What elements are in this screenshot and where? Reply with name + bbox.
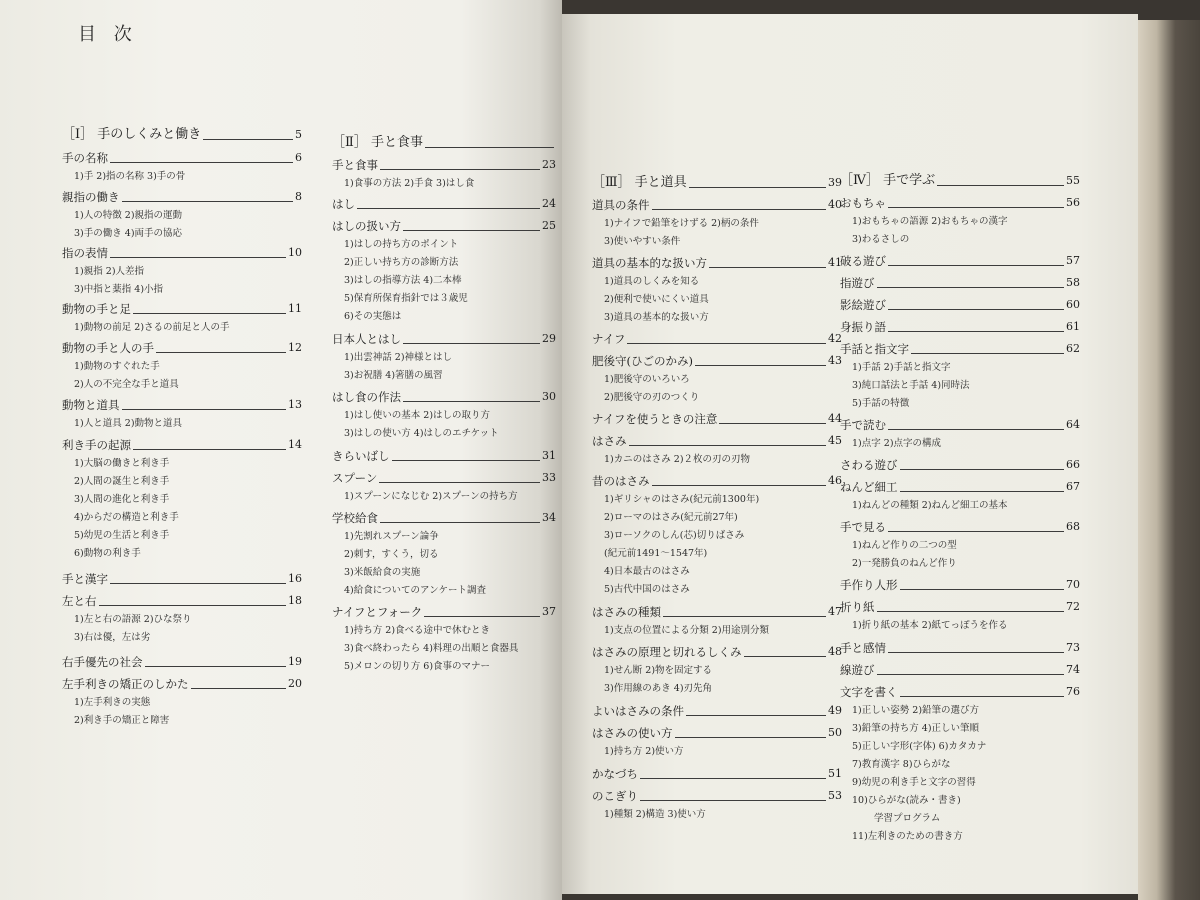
toc-leader-line <box>110 583 286 584</box>
toc-subentry: 5)手話の特徴 <box>852 398 910 409</box>
toc-page-number: 10 <box>288 246 302 259</box>
toc-subentry: 2)刺す，すくう，切る <box>344 549 439 560</box>
toc-subentry: 3)ローソクのしん(芯)切りばさみ <box>604 530 745 541</box>
toc-page-number: 49 <box>828 704 842 717</box>
toc-page-number: 73 <box>1066 641 1080 654</box>
toc-subentry: 1)スプーンになじむ 2)スプーンの持ち方 <box>344 491 518 502</box>
toc-entry[interactable] <box>332 448 556 464</box>
toc-leader-line <box>403 343 540 344</box>
toc-leader-line <box>122 409 287 410</box>
toc-leader-line <box>911 353 1064 354</box>
toc-entry[interactable] <box>840 195 1080 211</box>
toc-subentry: 2)ローマのはさみ(紀元前27年) <box>604 512 738 523</box>
toc-section-heading[interactable] <box>592 175 842 191</box>
toc-entry-title: はさみの使い方 <box>592 726 673 740</box>
toc-subentry: 1)種類 2)構造 3)使い方 <box>604 809 706 820</box>
toc-entry[interactable] <box>592 331 842 347</box>
toc-entry[interactable] <box>62 437 302 453</box>
toc-subentry: 11)左利きのための書き方 <box>852 831 963 842</box>
toc-entry[interactable] <box>592 433 842 449</box>
toc-entry[interactable] <box>592 725 842 741</box>
toc-entry[interactable] <box>62 301 302 317</box>
toc-leader-line <box>380 522 540 523</box>
toc-subentry: 1)カニのはさみ 2)２枚の刃の刃物 <box>604 454 751 465</box>
toc-entry[interactable] <box>840 417 1080 433</box>
toc-entry-title: 手で見る <box>840 520 886 534</box>
toc-entry[interactable] <box>840 457 1080 473</box>
toc-page-number: 44 <box>828 412 842 425</box>
toc-page-number: 43 <box>828 354 842 367</box>
toc-entry-title: ［Ⅲ］ 手と道具 <box>592 175 687 190</box>
toc-leader-line <box>888 531 1064 532</box>
toc-entry[interactable] <box>332 157 556 173</box>
toc-entry-title: はさみの原理と切れるしくみ <box>592 645 742 659</box>
toc-entry-title: 身振り語 <box>840 320 886 334</box>
toc-entry-title: 手作り人形 <box>840 578 898 592</box>
toc-entry[interactable] <box>62 397 302 413</box>
toc-entry[interactable] <box>840 253 1080 269</box>
toc-leader-line <box>686 715 826 716</box>
toc-subentry: 3)中指と薬指 4)小指 <box>74 284 164 295</box>
toc-subentry: 1)点字 2)点字の構成 <box>852 438 942 449</box>
toc-entry-title: 破る遊び <box>840 254 886 268</box>
toc-subentry: 2)人の不完全な手と道具 <box>74 379 179 390</box>
toc-page-number: 50 <box>828 726 842 739</box>
toc-subentry: 1)ギリシャのはさみ(紀元前1300年) <box>604 494 760 505</box>
toc-page-number: 8 <box>295 190 302 203</box>
toc-subentry: 3)純口話法と手話 4)同時法 <box>852 380 970 391</box>
toc-subentry: 2)人間の誕生と利き手 <box>74 476 170 487</box>
toc-entry[interactable] <box>332 196 556 212</box>
toc-leader-line <box>145 666 287 667</box>
toc-entry-title: よいはさみの条件 <box>592 704 684 718</box>
toc-subentry: 3)わるさしの <box>852 234 910 245</box>
toc-subentry: 5)メロンの切り方 6)食事のマナー <box>344 661 491 672</box>
toc-subentry: 10)ひらがな(読み・書き) <box>852 795 961 806</box>
toc-page-number: 39 <box>828 176 842 189</box>
toc-entry-title: 左と右 <box>62 594 97 608</box>
toc-entry-title: 指の表情 <box>62 246 108 260</box>
toc-leader-line <box>900 589 1065 590</box>
toc-subentry: 2)利き手の矯正と障害 <box>74 715 170 726</box>
toc-entry-title: 道具の条件 <box>592 198 650 212</box>
toc-entry-title: スプーン <box>332 471 378 485</box>
toc-leader-line <box>357 208 540 209</box>
toc-leader-line <box>133 449 286 450</box>
toc-subentry: 学習プログラム <box>874 813 941 824</box>
toc-subentry: 1)ナイフで鉛筆をけずる 2)柄の条件 <box>604 218 759 229</box>
toc-entry-title: はしの扱い方 <box>332 219 401 233</box>
toc-entry[interactable] <box>592 255 842 271</box>
toc-leader-line <box>888 652 1064 653</box>
toc-entry-title: はさみの種類 <box>592 605 661 619</box>
toc-entry-title: おもちゃ <box>840 196 886 210</box>
toc-entry-title: ［Ⅰ］ 手のしくみと働き <box>62 127 202 142</box>
toc-page-number: 72 <box>1066 600 1080 613</box>
toc-page-number: 60 <box>1066 298 1080 311</box>
toc-entry[interactable] <box>62 593 302 609</box>
toc-leader-line <box>888 331 1064 332</box>
toc-entry-title: ［Ⅱ］ 手と食事 <box>332 135 423 150</box>
toc-entry[interactable] <box>592 197 842 213</box>
toc-subentry: 2)肥後守の刃のつくり <box>604 392 700 403</box>
toc-entry[interactable] <box>62 676 302 692</box>
toc-entry[interactable] <box>840 319 1080 335</box>
toc-page-number: 41 <box>828 256 842 269</box>
toc-page-number: 58 <box>1066 276 1080 289</box>
toc-page-number: 70 <box>1066 578 1080 591</box>
toc-page-number: 53 <box>828 789 842 802</box>
toc-subentry: 3)お祝膳 4)箸膳の風習 <box>344 370 443 381</box>
toc-subentry: 4)からだの構造と利き手 <box>74 512 179 523</box>
toc-entry[interactable] <box>62 654 302 670</box>
toc-entry-title: きらいばし <box>332 449 390 463</box>
left-page <box>0 0 562 900</box>
toc-page-number: 19 <box>288 655 302 668</box>
toc-leader-line <box>110 257 286 258</box>
toc-subentry: 1)左と右の語源 2)ひな祭り <box>74 614 192 625</box>
toc-subentry: 2)正しい持ち方の診断方法 <box>344 257 459 268</box>
toc-leader-line <box>403 230 540 231</box>
toc-leader-line <box>122 201 294 202</box>
toc-subentry: 3)人間の進化と利き手 <box>74 494 170 505</box>
page-title: 目 次 <box>78 24 138 45</box>
toc-subentry: 3)米飯給食の実施 <box>344 567 421 578</box>
toc-entry-title: ［Ⅳ］ 手で学ぶ <box>840 173 936 188</box>
toc-leader-line <box>937 185 1064 186</box>
toc-page-number: 37 <box>542 605 556 618</box>
toc-section-heading[interactable] <box>840 173 1080 189</box>
toc-subentry: 5)幼児の生活と利き手 <box>74 530 170 541</box>
toc-subentry: 1)はしの持ち方のポイント <box>344 239 459 250</box>
toc-subentry: 2)便利で使いにくい道具 <box>604 294 709 305</box>
toc-leader-line <box>652 209 827 210</box>
toc-entry-title: ナイフ <box>592 332 626 346</box>
toc-leader-line <box>900 696 1065 697</box>
toc-page-number: 30 <box>542 390 556 403</box>
toc-subentry: 1)出雲神話 2)神様とはし <box>344 352 453 363</box>
toc-entry-title: 影絵遊び <box>840 298 886 312</box>
toc-entry[interactable] <box>332 510 556 526</box>
toc-entry-title: 手と食事 <box>332 158 378 172</box>
toc-leader-line <box>888 207 1064 208</box>
toc-entry-title: ナイフとフォーク <box>332 605 423 619</box>
toc-subentry: 1)肥後守のいろいろ <box>604 374 690 385</box>
toc-entry[interactable] <box>840 599 1080 615</box>
toc-entry-title: はし食の作法 <box>332 390 401 404</box>
toc-entry[interactable] <box>332 389 556 405</box>
toc-entry-title: 手と感情 <box>840 641 886 655</box>
toc-subentry: 3)使いやすい条件 <box>604 236 681 247</box>
toc-leader-line <box>110 162 293 163</box>
toc-leader-line <box>403 401 540 402</box>
toc-page-number: 68 <box>1066 520 1080 533</box>
toc-subentry: 1)折り紙の基本 2)紙てっぽうを作る <box>852 620 1008 631</box>
toc-subentry: 1)正しい姿勢 2)鉛筆の選び方 <box>852 705 980 716</box>
toc-subentry: 6)動物の利き手 <box>74 548 141 559</box>
toc-page-number: 55 <box>1066 174 1080 187</box>
toc-entry[interactable] <box>592 473 842 489</box>
toc-subentry: 1)左手利きの実態 <box>74 697 151 708</box>
toc-entry[interactable] <box>62 571 302 587</box>
toc-page-number: 12 <box>288 341 302 354</box>
toc-leader-line <box>392 460 541 461</box>
toc-page-number: 23 <box>542 158 556 171</box>
toc-entry[interactable] <box>332 470 556 486</box>
toc-leader-line <box>629 445 827 446</box>
toc-leader-line <box>203 139 293 140</box>
toc-entry-title: 右手優先の社会 <box>62 655 143 669</box>
toc-page-number: 29 <box>542 332 556 345</box>
toc-entry-title: 線遊び <box>840 663 875 677</box>
toc-page-number: 6 <box>295 151 302 164</box>
toc-entry[interactable] <box>840 275 1080 291</box>
toc-page-number: 14 <box>288 438 302 451</box>
toc-leader-line <box>424 616 540 617</box>
toc-subentry: 1)道具のしくみを知る <box>604 276 700 287</box>
toc-leader-line <box>425 147 554 148</box>
toc-page-number: 40 <box>828 198 842 211</box>
toc-leader-line <box>627 343 826 344</box>
toc-leader-line <box>191 688 287 689</box>
toc-entry-title: 動物の手と足 <box>62 302 131 316</box>
toc-subentry: 5)古代中国のはさみ <box>604 584 690 595</box>
toc-subentry: 3)はしの指導方法 4)二本棒 <box>344 275 462 286</box>
toc-entry[interactable] <box>62 340 302 356</box>
toc-page-number: 67 <box>1066 480 1080 493</box>
toc-entry[interactable] <box>840 662 1080 678</box>
toc-page-number: 20 <box>288 677 302 690</box>
toc-subentry: 1)ねんど作りの二つの型 <box>852 540 957 551</box>
toc-page-number: 11 <box>288 302 302 315</box>
toc-page-number: 42 <box>828 332 842 345</box>
toc-subentry: 3)はしの使い方 4)はしのエチケット <box>344 428 499 439</box>
toc-entry[interactable] <box>840 684 1080 700</box>
toc-subentry: 1)はし使いの基本 2)はしの取り方 <box>344 410 491 421</box>
toc-entry[interactable] <box>62 189 302 205</box>
toc-subentry: 1)動物の前足 2)さるの前足と人の手 <box>74 322 230 333</box>
toc-entry[interactable] <box>592 788 842 804</box>
toc-leader-line <box>900 469 1065 470</box>
toc-subentry: 7)教育漢字 8)ひらがな <box>852 759 951 770</box>
toc-subentry: 1)人の特徴 2)親指の運動 <box>74 210 183 221</box>
toc-entry-title: 親指の働き <box>62 190 120 204</box>
toc-page-number: 31 <box>542 449 556 462</box>
toc-page-number: 74 <box>1066 663 1080 676</box>
toc-entry[interactable] <box>840 519 1080 535</box>
toc-entry-title: 手話と指文字 <box>840 342 909 356</box>
toc-leader-line <box>640 778 826 779</box>
toc-leader-line <box>744 656 827 657</box>
toc-page-number: 56 <box>1066 196 1080 209</box>
toc-subentry: (紀元前1491～1547年) <box>604 548 708 559</box>
toc-entry-title: 動物と道具 <box>62 398 120 412</box>
toc-leader-line <box>689 187 826 188</box>
toc-page-number: 48 <box>828 645 842 658</box>
toc-entry-title: さわる遊び <box>840 458 898 472</box>
toc-subentry: 1)支点の位置による分類 2)用途別分類 <box>604 625 770 636</box>
toc-entry-title: 指遊び <box>840 276 875 290</box>
toc-leader-line <box>133 313 286 314</box>
book-cover-edge <box>1138 20 1200 900</box>
toc-subentry: 3)手の働き 4)両手の協応 <box>74 228 183 239</box>
toc-entry-title: 動物の手と人の手 <box>62 341 154 355</box>
toc-subentry: 1)大脳の働きと利き手 <box>74 458 170 469</box>
toc-subentry: 1)手話 2)手話と指文字 <box>852 362 951 373</box>
toc-subentry: 3)食べ終わったら 4)料理の出順と食器具 <box>344 643 519 654</box>
toc-subentry: 4)日本最古のはさみ <box>604 566 690 577</box>
toc-subentry: 3)鉛筆の持ち方 4)正しい筆順 <box>852 723 980 734</box>
toc-entry-title: ナイフを使うときの注意 <box>592 412 718 426</box>
toc-page-number: 57 <box>1066 254 1080 267</box>
toc-entry-title: のこぎり <box>592 789 638 803</box>
toc-subentry: 1)持ち方 2)使い方 <box>604 746 684 757</box>
toc-leader-line <box>640 800 826 801</box>
toc-leader-line <box>709 267 826 268</box>
toc-leader-line <box>888 309 1064 310</box>
toc-subentry: 3)道具の基本的な扱い方 <box>604 312 709 323</box>
toc-entry[interactable] <box>592 353 842 369</box>
toc-entry-title: はさみ <box>592 434 627 448</box>
toc-subentry: 5)正しい字形(字体) 6)カタカナ <box>852 741 987 752</box>
toc-subentry: 9)幼児の利き手と文字の習得 <box>852 777 976 788</box>
toc-page-number: 13 <box>288 398 302 411</box>
toc-column <box>592 14 842 894</box>
toc-page-number: 45 <box>828 434 842 447</box>
toc-subentry: 1)おもちゃの語源 2)おもちゃの漢字 <box>852 216 1008 227</box>
toc-subentry: 6)その実態は <box>344 311 402 322</box>
toc-page-number: 76 <box>1066 685 1080 698</box>
toc-entry-title: 手の名称 <box>62 151 108 165</box>
toc-entry-title: ねんど細工 <box>840 480 898 494</box>
toc-page-number: 62 <box>1066 342 1080 355</box>
toc-page-number: 47 <box>828 605 842 618</box>
toc-subentry: 1)動物のすぐれた手 <box>74 361 160 372</box>
toc-page-number: 33 <box>542 471 556 484</box>
toc-entry[interactable] <box>592 703 842 719</box>
toc-section-heading[interactable] <box>332 135 556 151</box>
toc-subentry: 5)保育所保育指針では３歳児 <box>344 293 468 304</box>
toc-page-number: 18 <box>288 594 302 607</box>
toc-leader-line <box>380 169 540 170</box>
toc-entry-title: 利き手の起源 <box>62 438 131 452</box>
toc-leader-line <box>99 605 287 606</box>
toc-subentry: 1)持ち方 2)食べる途中で休むとき <box>344 625 491 636</box>
toc-page-number: 64 <box>1066 418 1080 431</box>
toc-page-number: 24 <box>542 197 556 210</box>
toc-page-number: 25 <box>542 219 556 232</box>
toc-subentry: 4)給食についてのアンケート調査 <box>344 585 486 596</box>
toc-entry[interactable] <box>592 766 842 782</box>
toc-entry-title: 学校給食 <box>332 511 378 525</box>
toc-page-number: 34 <box>542 511 556 524</box>
toc-leader-line <box>663 616 826 617</box>
toc-subentry: 2)一発勝負のねんど作り <box>852 558 957 569</box>
toc-entry[interactable] <box>332 331 556 347</box>
toc-leader-line <box>888 429 1064 430</box>
toc-entry[interactable] <box>592 644 842 660</box>
toc-leader-line <box>719 423 826 424</box>
toc-page-number: 16 <box>288 572 302 585</box>
toc-leader-line <box>877 611 1065 612</box>
toc-entry[interactable] <box>62 150 302 166</box>
toc-entry-title: 左手利きの矯正のしかた <box>62 677 189 691</box>
toc-page-number: 61 <box>1066 320 1080 333</box>
toc-column <box>840 14 1080 894</box>
toc-subentry: 3)作用線のあき 4)刃先角 <box>604 683 713 694</box>
toc-leader-line <box>877 674 1065 675</box>
toc-subentry: 3)右は優，左は劣 <box>74 632 151 643</box>
toc-page-number: 5 <box>295 128 302 141</box>
toc-entry-title: 道具の基本的な扱い方 <box>592 256 707 270</box>
toc-leader-line <box>888 265 1064 266</box>
toc-column <box>332 0 556 900</box>
toc-subentry: 1)食事の方法 2)手食 3)はし食 <box>344 178 475 189</box>
toc-column <box>62 0 302 900</box>
toc-leader-line <box>652 485 827 486</box>
toc-entry[interactable] <box>332 218 556 234</box>
toc-subentry: 1)親指 2)人差指 <box>74 266 145 277</box>
toc-entry-title: 折り紙 <box>840 600 875 614</box>
toc-entry[interactable] <box>840 341 1080 357</box>
toc-entry[interactable] <box>840 640 1080 656</box>
toc-entry-title: 手と漢字 <box>62 572 108 586</box>
toc-entry-title: 昔のはさみ <box>592 474 650 488</box>
toc-leader-line <box>379 482 540 483</box>
toc-entry-title: はし <box>332 197 355 211</box>
toc-subentry: 1)人と道具 2)動物と道具 <box>74 418 183 429</box>
toc-leader-line <box>695 365 826 366</box>
toc-entry-title: 肥後守(ひごのかみ) <box>592 354 693 368</box>
toc-entry[interactable] <box>62 245 302 261</box>
toc-entry-title: 手で読む <box>840 418 886 432</box>
toc-leader-line <box>900 491 1065 492</box>
toc-leader-line <box>675 737 827 738</box>
toc-page-number: 66 <box>1066 458 1080 471</box>
toc-page-number: 51 <box>828 767 842 780</box>
toc-subentry: 1)先割れスプーン論争 <box>344 531 439 542</box>
toc-page-number: 46 <box>828 474 842 487</box>
toc-entry-title: かなづち <box>592 767 638 781</box>
toc-entry-title: 文字を書く <box>840 685 898 699</box>
toc-entry[interactable] <box>840 479 1080 495</box>
toc-leader-line <box>877 287 1065 288</box>
toc-entry[interactable] <box>592 411 842 427</box>
toc-subentry: 1)手 2)指の名称 3)手の骨 <box>74 171 186 182</box>
toc-leader-line <box>156 352 286 353</box>
toc-entry[interactable] <box>332 604 556 620</box>
toc-section-heading[interactable] <box>62 127 302 143</box>
toc-entry[interactable] <box>592 604 842 620</box>
toc-entry[interactable] <box>840 297 1080 313</box>
toc-subentry: 1)ねんどの種類 2)ねんど細工の基本 <box>852 500 1008 511</box>
right-page <box>562 14 1138 894</box>
toc-entry-title: 日本人とはし <box>332 332 401 346</box>
toc-subentry: 1)せん断 2)物を固定する <box>604 665 713 676</box>
toc-entry[interactable] <box>840 577 1080 593</box>
